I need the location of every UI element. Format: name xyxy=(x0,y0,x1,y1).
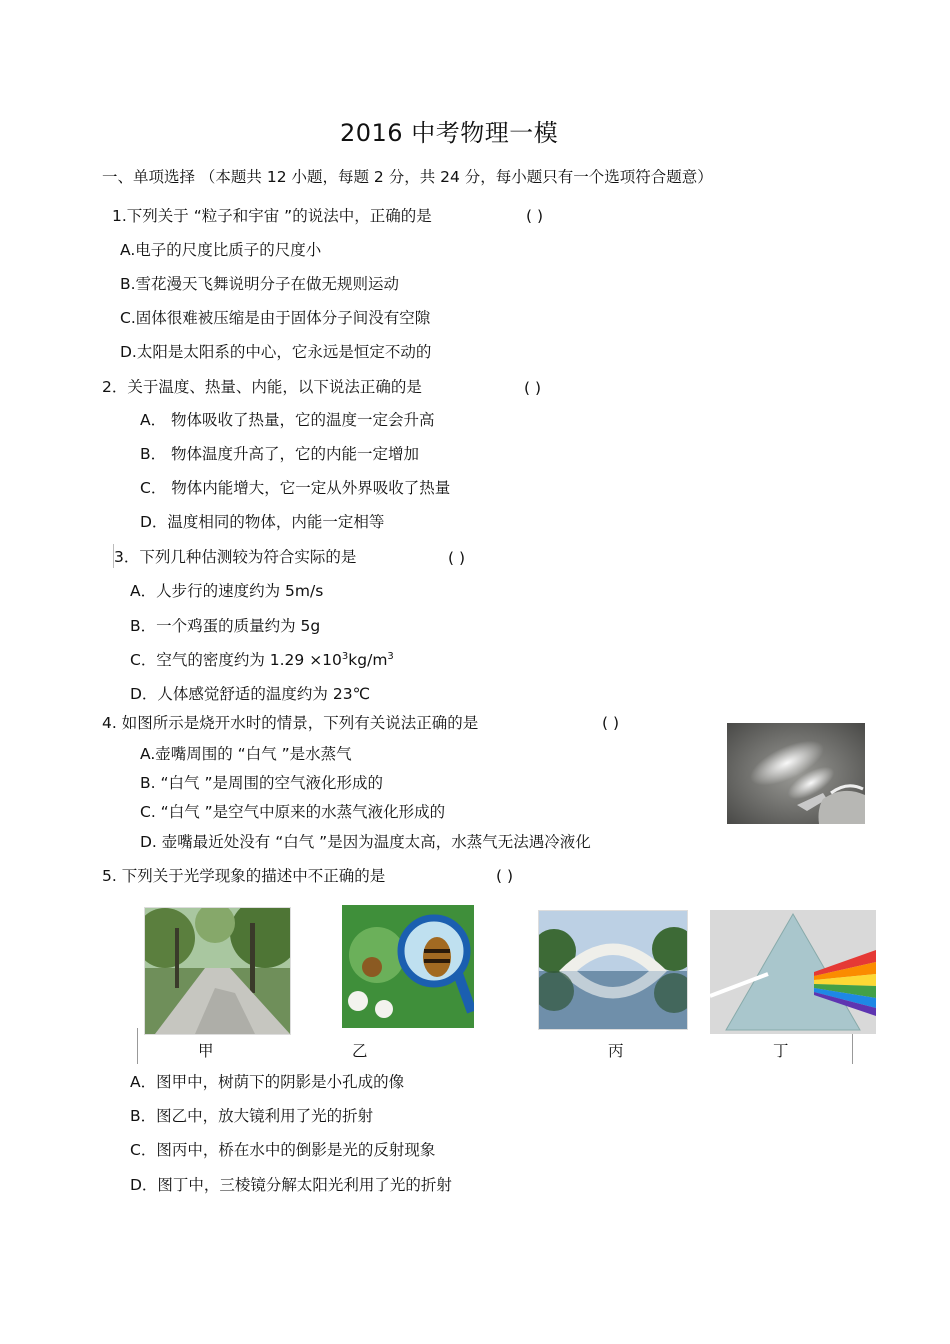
image-label-bing: 丙 xyxy=(608,1042,624,1060)
question-1-option-a: A.电子的尺度比质子的尺度小 xyxy=(120,241,322,259)
question-4-option-d: D. 壶嘴最近处没有 “白气 ”是因为温度太高，水蒸气无法遇冷液化 xyxy=(140,833,591,851)
kettle-steam-image xyxy=(727,723,865,824)
magnifier-bee-image xyxy=(342,905,474,1028)
question-3-option-c-text: C．空气的密度约为 1.29 ×10 xyxy=(130,651,342,669)
section-heading: 一、单项选择 （本题共 12 小题，每题 2 分，共 24 分，每小题只有一个选项符合题意） xyxy=(102,168,713,186)
image-label-jia: 甲 xyxy=(198,1042,214,1060)
question-2-option-a: A． 物体吸收了热量，它的温度一定会升高 xyxy=(140,411,435,429)
question-3-stem: 3．下列几种估测较为符合实际的是 xyxy=(114,548,357,566)
question-3-option-c-exp: 3 xyxy=(341,650,349,662)
question-3-option-b: B．一个鸡蛋的质量约为 5g xyxy=(130,617,321,635)
question-2-option-b: B． 物体温度升高了，它的内能一定增加 xyxy=(140,445,420,463)
question-5-option-c: C．图丙中，桥在水中的倒影是光的反射现象 xyxy=(130,1141,436,1159)
question-5-option-d: D．图丁中，三棱镜分解太阳光利用了光的折射 xyxy=(130,1176,452,1194)
question-3-option-a: A．人步行的速度约为 5m/s xyxy=(130,582,324,600)
question-5-stem: 5. 下列关于光学现象的描述中不正确的是 xyxy=(102,867,386,885)
question-2-answer-paren: ( ) xyxy=(524,379,542,397)
question-2-option-d: D．温度相同的物体，内能一定相等 xyxy=(140,513,385,531)
question-5-option-a: A．图甲中，树荫下的阴影是小孔成的像 xyxy=(130,1073,405,1091)
question-3-option-d: D．人体感觉舒适的温度约为 23℃ xyxy=(130,685,370,703)
question-4-option-b: B. “白气 ”是周围的空气液化形成的 xyxy=(140,774,383,792)
prism-dispersion-image xyxy=(710,910,876,1034)
page-title: 2016 中考物理一模 xyxy=(340,119,559,147)
image-row-bracket xyxy=(137,1028,138,1064)
question-1-option-d: D.太阳是太阳系的中心，它永远是恒定不动的 xyxy=(120,343,432,361)
image-label-yi: 乙 xyxy=(352,1042,368,1060)
question-3-option-c-unit: kg/m xyxy=(348,651,388,669)
question-1-option-b: B.雪花漫天飞舞说明分子在做无规则运动 xyxy=(120,275,400,293)
question-5-option-b: B．图乙中，放大镜利用了光的折射 xyxy=(130,1107,374,1125)
tree-shade-road-image xyxy=(144,907,291,1035)
image-label-ding: 丁 xyxy=(773,1042,789,1060)
arch-bridge-reflection-image xyxy=(538,910,688,1030)
question-4-stem: 4. 如图所示是烧开水时的情景，下列有关说法正确的是 xyxy=(102,714,479,732)
question-3-answer-paren: ( ) xyxy=(448,549,466,567)
question-2-stem: 2．关于温度、热量、内能，以下说法正确的是 xyxy=(102,378,422,396)
question-4-answer-paren: ( ) xyxy=(602,714,620,732)
question-5-answer-paren: ( ) xyxy=(496,867,514,885)
question-1-stem: 1.下列关于 “粒子和宇宙 ”的说法中，正确的是 xyxy=(112,207,432,225)
question-1-option-c: C.固体很难被压缩是由于固体分子间没有空隙 xyxy=(120,309,431,327)
question-3-option-c xyxy=(130,650,394,670)
question-3-option-c-unit-exp: 3 xyxy=(387,650,394,662)
question-4-option-a: A.壶嘴周围的 “白气 ”是水蒸气 xyxy=(140,745,352,763)
question-1-answer-paren: ( ) xyxy=(526,207,544,225)
question-4-option-c: C. “白气 ”是空气中原来的水蒸气液化形成的 xyxy=(140,803,446,821)
question-2-option-c: C． 物体内能增大，它一定从外界吸收了热量 xyxy=(140,479,451,497)
image-row-bracket-right xyxy=(852,1034,853,1064)
